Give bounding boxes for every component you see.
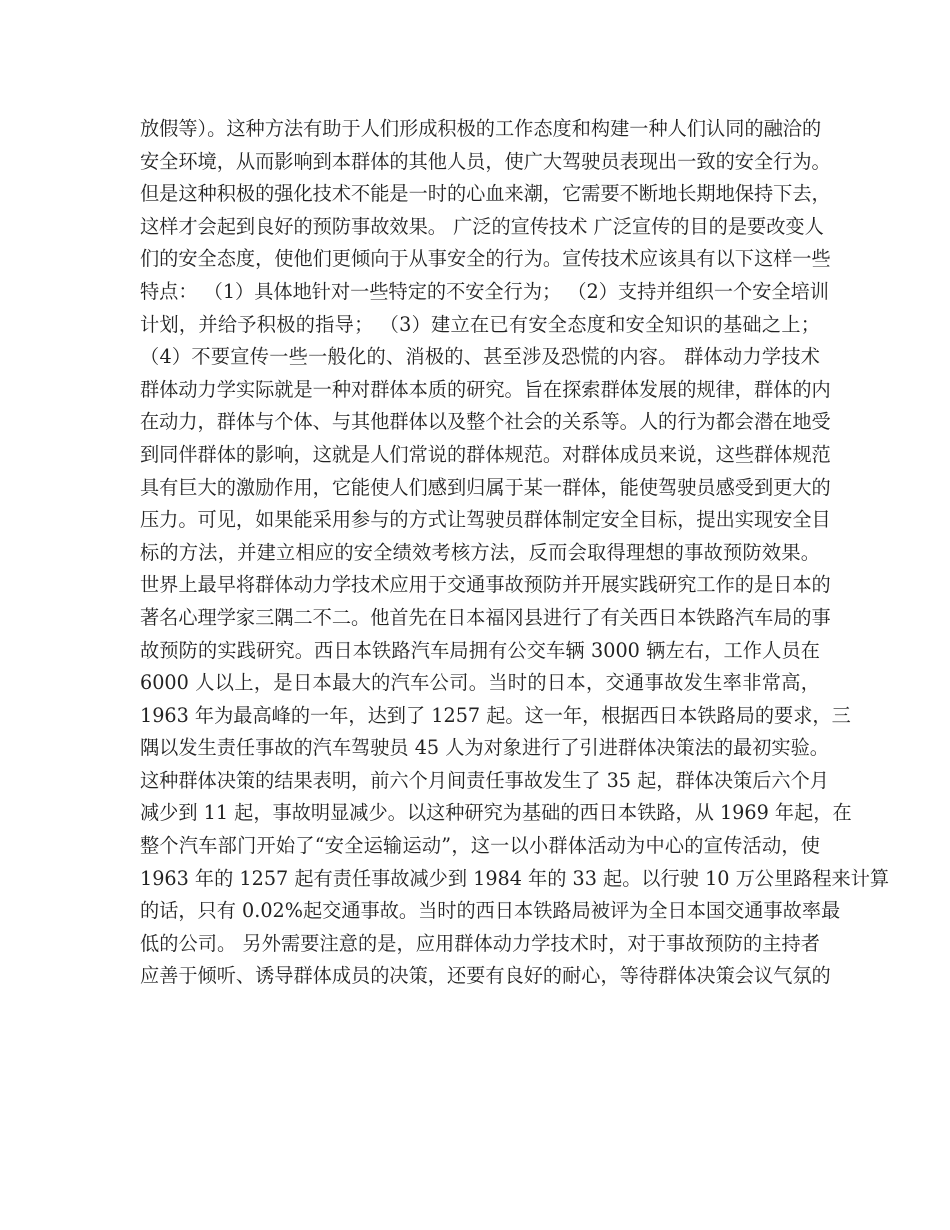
text-line: 这样才会起到良好的预防事故效果。 广泛的宣传技术 广泛宣传的目的是要改变人 — [140, 214, 824, 238]
text-line: 著名心理学家三隅二不二。他首先在日本福冈县进行了有关西日本铁路汽车局的事 — [140, 605, 831, 629]
text-line: 放假等）。这种方法有助于人们形成积极的工作态度和构建一种人们认同的融洽的 — [140, 117, 822, 140]
text-line: 标的方法，并建立相应的安全绩效考核方法，反而会取得理想的事故预防效果。 — [140, 540, 820, 564]
text-line: 应善于倾听、诱导群体成员的决策，还要有良好的耐心，等待群体决策会议气氛的 — [140, 964, 831, 988]
text-line: 到同伴群体的影响，这就是人们常说的群体规范。对群体成员来说，这些群体规范 — [140, 442, 831, 466]
text-line: 1963 年的 1257 起有责任事故减少到 1984 年的 33 起。以行驶 10 万公里路程来计算 — [140, 866, 890, 890]
text-line: 减少到 11 起，事故明显减少。以这种研究为基础的西日本铁路，从 1969 年起，在 — [140, 801, 852, 825]
text-line: 但是这种积极的强化技术不能是一时的心血来潮，它需要不断地长期地保持下去， — [140, 182, 831, 206]
text-line: 在动力，群体与个体、与其他群体以及整个社会的关系等。人的行为都会潜在地受 — [140, 410, 831, 434]
text-line: 这种群体决策的结果表明，前六个月间责任事故发生了 35 起，群体决策后六个月 — [140, 768, 829, 792]
text-line: 世界上最早将群体动力学技术应用于交通事故预防并开展实践研究工作的是日本的 — [140, 573, 831, 597]
text-line: 的话，只有 0.02%起交通事故。当时的西日本铁路局被评为全日本国交通事故率最 — [140, 899, 841, 923]
body-text — [140, 113, 890, 993]
text-line: （4）不要宣传一些一般化的、消极的、甚至涉及恐慌的内容。 群体动力学技术 — [140, 345, 820, 369]
text-line: 群体动力学实际就是一种对群体本质的研究。旨在探索群体发展的规律，群体的内 — [140, 377, 831, 401]
text-line: 低的公司。 另外需要注意的是，应用群体动力学技术时，对于事故预防的主持者 — [140, 931, 820, 955]
text-line: 整个汽车部门开始了“安全运输运动”，这一以小群体活动为中心的宣传活动，使 — [140, 834, 820, 858]
text-line: 压力。可见，如果能采用参与的方式让驾驶员群体制定安全目标，提出实现安全目 — [140, 508, 831, 532]
text-line: 1963 年为最高峰的一年，达到了 1257 起。这一年，根据西日本铁路局的要求，三 — [140, 703, 851, 727]
text-line: 隅以发生责任事故的汽车驾驶员 45 人为对象进行了引进群体决策法的最初实验。 — [140, 736, 829, 760]
text-line: 特点： （1）具体地针对一些特定的不安全行为； （2）支持并组织一个安全培训 — [140, 279, 829, 303]
text-line: 安全环境，从而影响到本群体的其他人员，使广大驾驶员表现出一致的安全行为。 — [140, 149, 831, 173]
text-line: 具有巨大的激励作用，它能使人们感到归属于某一群体，能使驾驶员感受到更大的 — [140, 475, 831, 499]
text-line: 计划，并给予积极的指导； （3）建立在已有安全态度和安全知识的基础之上； — [140, 312, 820, 336]
text-line: 们的安全态度，使他们更倾向于从事安全的行为。宣传技术应该具有以下这样一些 — [140, 247, 831, 271]
text-line: 故预防的实践研究。西日本铁路汽车局拥有公交车辆 3000 辆左右，工作人员在 — [140, 638, 820, 662]
text-line: 6000 人以上，是日本最大的汽车公司。当时的日本，交通事故发生率非常高， — [140, 671, 820, 695]
